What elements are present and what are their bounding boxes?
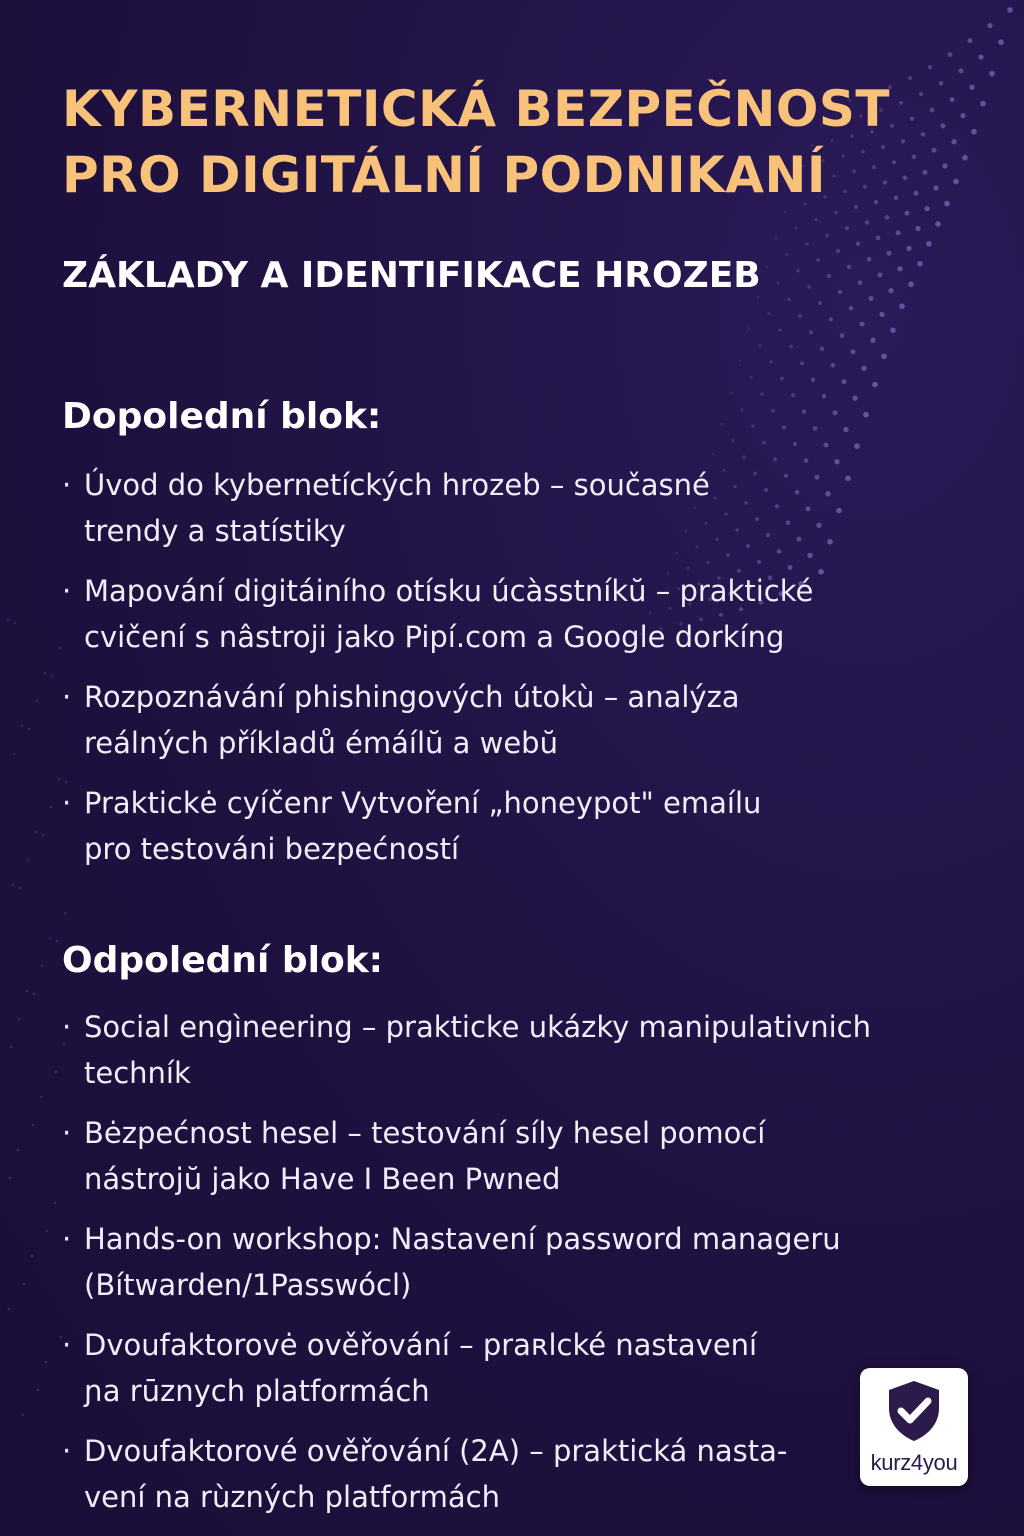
decorative-dot bbox=[989, 71, 995, 77]
decorative-dot bbox=[867, 257, 872, 262]
decorative-dot bbox=[10, 1046, 13, 1049]
decorative-dot bbox=[851, 349, 856, 354]
list-item: · Dvoufaktorovė ověřování – praʀlcké nastavení ɲa rūznych platformách bbox=[62, 1322, 942, 1414]
decorative-dot bbox=[897, 266, 902, 271]
decorative-dot bbox=[948, 52, 953, 57]
decorative-dot bbox=[13, 753, 16, 756]
decorative-dot bbox=[739, 359, 742, 362]
decorative-dot bbox=[869, 296, 874, 301]
decorative-dot bbox=[44, 672, 47, 675]
decorative-dot bbox=[822, 394, 827, 399]
decorative-dot bbox=[776, 282, 779, 285]
decorative-dot bbox=[59, 647, 62, 650]
decorative-dot bbox=[58, 778, 61, 781]
decorative-dot bbox=[890, 327, 896, 333]
decorative-dot bbox=[888, 288, 893, 293]
decorative-dot bbox=[794, 227, 797, 230]
decorative-dot bbox=[798, 314, 802, 318]
decorative-dot bbox=[928, 65, 932, 69]
decorative-dot bbox=[899, 304, 905, 310]
decorative-dot bbox=[762, 441, 766, 445]
decorative-dot bbox=[749, 376, 752, 379]
decorative-dot bbox=[730, 392, 733, 395]
decorative-dot bbox=[856, 242, 860, 246]
list-item: · Úvod do kybernetíckých hrozeb – současné trendy a statístiky bbox=[62, 462, 942, 554]
decorative-dot bbox=[813, 426, 818, 431]
decorative-dot bbox=[740, 408, 743, 411]
decorative-dot bbox=[785, 253, 788, 256]
decorative-dot bbox=[876, 235, 881, 240]
decorative-dot bbox=[791, 393, 795, 397]
decorative-dot bbox=[784, 211, 787, 214]
decorative-dot bbox=[14, 622, 17, 625]
list-item: · Bėzpećnost hesel – testování síly hesel pomocí nástrojŭ jako Have I Been Pwned bbox=[62, 1110, 942, 1202]
decorative-dot bbox=[825, 233, 829, 237]
decorative-dot bbox=[771, 409, 775, 413]
brand-logo bbox=[860, 1368, 968, 1486]
decorative-dot bbox=[35, 831, 38, 834]
decorative-dot bbox=[27, 859, 30, 862]
decorative-dot bbox=[879, 312, 884, 317]
decorative-dot bbox=[7, 619, 10, 622]
decorative-dot bbox=[721, 423, 724, 426]
decorative-dot bbox=[780, 377, 784, 381]
decorative-dot bbox=[9, 1177, 12, 1180]
decorative-dot bbox=[28, 728, 31, 731]
bullet-icon: · bbox=[62, 1328, 72, 1362]
decorative-dot bbox=[838, 290, 842, 294]
decorative-dot bbox=[793, 442, 797, 446]
decorative-dot bbox=[50, 806, 53, 809]
decorative-dot bbox=[881, 354, 887, 360]
decorative-dot bbox=[834, 211, 838, 215]
decorative-dot bbox=[748, 327, 751, 330]
decorative-dot bbox=[758, 344, 761, 347]
subtitle: ZÁKLADY A IDENTIFIKACE HROZEB bbox=[62, 255, 761, 296]
decorative-dot bbox=[46, 1230, 49, 1233]
decorative-dot bbox=[21, 725, 24, 728]
decorative-dot bbox=[731, 439, 734, 442]
decorative-dot bbox=[858, 280, 863, 285]
decorative-dot bbox=[829, 317, 833, 321]
decorative-dot bbox=[42, 834, 45, 837]
bullet-icon: · bbox=[62, 468, 72, 502]
decorative-dot bbox=[831, 363, 836, 368]
decorative-dot bbox=[800, 361, 804, 365]
list-item: · Social engìneering – prakticke ukázky manipulativnich techník bbox=[62, 1004, 942, 1096]
decorative-dot bbox=[37, 1389, 40, 1392]
decorative-dot bbox=[32, 1124, 35, 1127]
decorative-dot bbox=[807, 285, 811, 289]
decorative-dot bbox=[49, 937, 52, 940]
decorative-dot bbox=[802, 410, 806, 414]
decorative-dot bbox=[775, 237, 778, 240]
bullet-icon: · bbox=[62, 1222, 72, 1256]
title-line-1: KYBERNETICKÁ BEZPEČNOST bbox=[62, 80, 890, 138]
decorative-dot bbox=[847, 265, 851, 269]
decorative-dot bbox=[1007, 7, 1013, 13]
decorative-dot bbox=[54, 1202, 57, 1205]
list-item: · Rozpoznávání phishingových útokù – analýza reálných příkladů émáílŭ a webŭ bbox=[62, 674, 942, 766]
list-item: · Praktickė cyíčenr Vytvoření „honeypot" emaílu pro testováni bezpećností bbox=[62, 780, 942, 872]
decorative-dot bbox=[878, 273, 883, 278]
decorative-dot bbox=[18, 1018, 21, 1021]
decorative-dot bbox=[865, 220, 869, 224]
decorative-dot bbox=[935, 221, 941, 227]
decorative-dot bbox=[836, 249, 840, 253]
page-title bbox=[62, 76, 962, 208]
decorative-dot bbox=[31, 1255, 34, 1258]
decorative-dot bbox=[842, 379, 847, 384]
decorative-dot bbox=[742, 455, 745, 458]
decorative-dot bbox=[19, 887, 22, 890]
decorative-dot bbox=[751, 424, 754, 427]
decorative-dot bbox=[22, 1414, 25, 1417]
decorative-dot bbox=[809, 330, 813, 334]
decorative-dot bbox=[840, 333, 845, 338]
decorative-dot bbox=[908, 282, 914, 288]
decorative-dot bbox=[962, 155, 968, 161]
decorative-dot bbox=[885, 215, 890, 220]
decorative-dot bbox=[818, 301, 822, 305]
decorative-dot bbox=[712, 453, 715, 456]
decorative-dot bbox=[978, 54, 983, 59]
morning-list bbox=[62, 462, 942, 886]
decorative-dot bbox=[33, 993, 36, 996]
decorative-dot bbox=[787, 298, 790, 301]
decorative-dot bbox=[41, 965, 44, 968]
decorative-dot bbox=[887, 251, 892, 256]
list-item: · Mapování digitáiního otísku úcàsstníkŭ – praktické cvičení s nâstroji jako Pipí.com a Google dorkíng bbox=[62, 568, 942, 660]
decorative-dot bbox=[987, 23, 992, 28]
logo-text: kurz4you bbox=[870, 1450, 958, 1475]
decorative-dot bbox=[766, 265, 769, 268]
decorative-dot bbox=[998, 39, 1004, 45]
bullet-icon: · bbox=[62, 574, 72, 608]
list-item: · Dvoufaktorové ověřování (2A) – praktická nasta- vení na rùzných platformách bbox=[62, 1428, 942, 1520]
decorative-dot bbox=[51, 675, 54, 678]
decorative-dot bbox=[926, 241, 932, 247]
decorative-dot bbox=[833, 410, 838, 415]
decorative-dot bbox=[778, 328, 781, 331]
decorative-dot bbox=[17, 1149, 20, 1152]
decorative-dot bbox=[796, 269, 799, 272]
decorative-dot bbox=[917, 261, 923, 267]
decorative-dot bbox=[980, 101, 986, 107]
decorative-dot bbox=[843, 427, 848, 432]
decorative-dot bbox=[863, 412, 869, 418]
title-line-2: PRO DIGITÁLNÍ PODNIKANÍ bbox=[62, 146, 826, 204]
afternoon-list bbox=[62, 1004, 942, 1534]
bullet-icon: · bbox=[62, 786, 72, 820]
decorative-dot bbox=[860, 322, 865, 327]
decorative-dot bbox=[45, 1361, 48, 1364]
decorative-dot bbox=[852, 395, 857, 400]
decorative-dot bbox=[40, 1096, 43, 1099]
decorative-dot bbox=[23, 1283, 26, 1286]
decorative-dot bbox=[971, 129, 977, 135]
decorative-dot bbox=[959, 68, 964, 73]
shield-check-icon bbox=[883, 1378, 945, 1444]
decorative-dot bbox=[827, 274, 831, 278]
decorative-dot bbox=[805, 242, 808, 245]
decorative-dot bbox=[854, 443, 860, 449]
decorative-dot bbox=[861, 366, 866, 371]
decorative-dot bbox=[870, 338, 875, 343]
decorative-dot bbox=[55, 1071, 58, 1074]
decorative-dot bbox=[789, 345, 793, 349]
bullet-icon: · bbox=[62, 1434, 72, 1468]
decorative-dot bbox=[896, 230, 901, 235]
decorative-dot bbox=[26, 990, 29, 993]
decorative-dot bbox=[905, 211, 910, 216]
list-item: · Hands-on workshop: Nastavení password manageru (Bítwarden/1Passwócl) bbox=[62, 1216, 942, 1308]
bullet-icon: · bbox=[62, 1116, 72, 1150]
decorative-dot bbox=[36, 700, 39, 703]
decorative-dot bbox=[8, 1308, 11, 1311]
decorative-dot bbox=[773, 457, 777, 461]
decorative-dot bbox=[760, 392, 763, 395]
decorative-dot bbox=[915, 226, 920, 231]
decorative-dot bbox=[906, 246, 911, 251]
decorative-dot bbox=[56, 940, 59, 943]
decorative-dot bbox=[12, 884, 15, 887]
decorative-dot bbox=[782, 425, 786, 429]
decorative-dot bbox=[64, 912, 67, 915]
bullet-icon: · bbox=[62, 680, 72, 714]
decorative-dot bbox=[820, 347, 824, 351]
afternoon-heading: Odpolední blok: bbox=[62, 940, 384, 981]
decorative-dot bbox=[968, 38, 973, 43]
decorative-dot bbox=[769, 360, 772, 363]
decorative-dot bbox=[872, 382, 878, 388]
decorative-dot bbox=[816, 258, 820, 262]
decorative-dot bbox=[849, 306, 854, 311]
decorative-dot bbox=[767, 312, 770, 315]
decorative-dot bbox=[811, 378, 815, 382]
decorative-dot bbox=[845, 226, 849, 230]
decorative-dot bbox=[814, 218, 817, 221]
bullet-icon: · bbox=[62, 1010, 72, 1044]
decorative-dot bbox=[824, 443, 829, 448]
decorative-dot bbox=[969, 85, 974, 90]
morning-heading: Dopolední blok: bbox=[62, 396, 382, 437]
